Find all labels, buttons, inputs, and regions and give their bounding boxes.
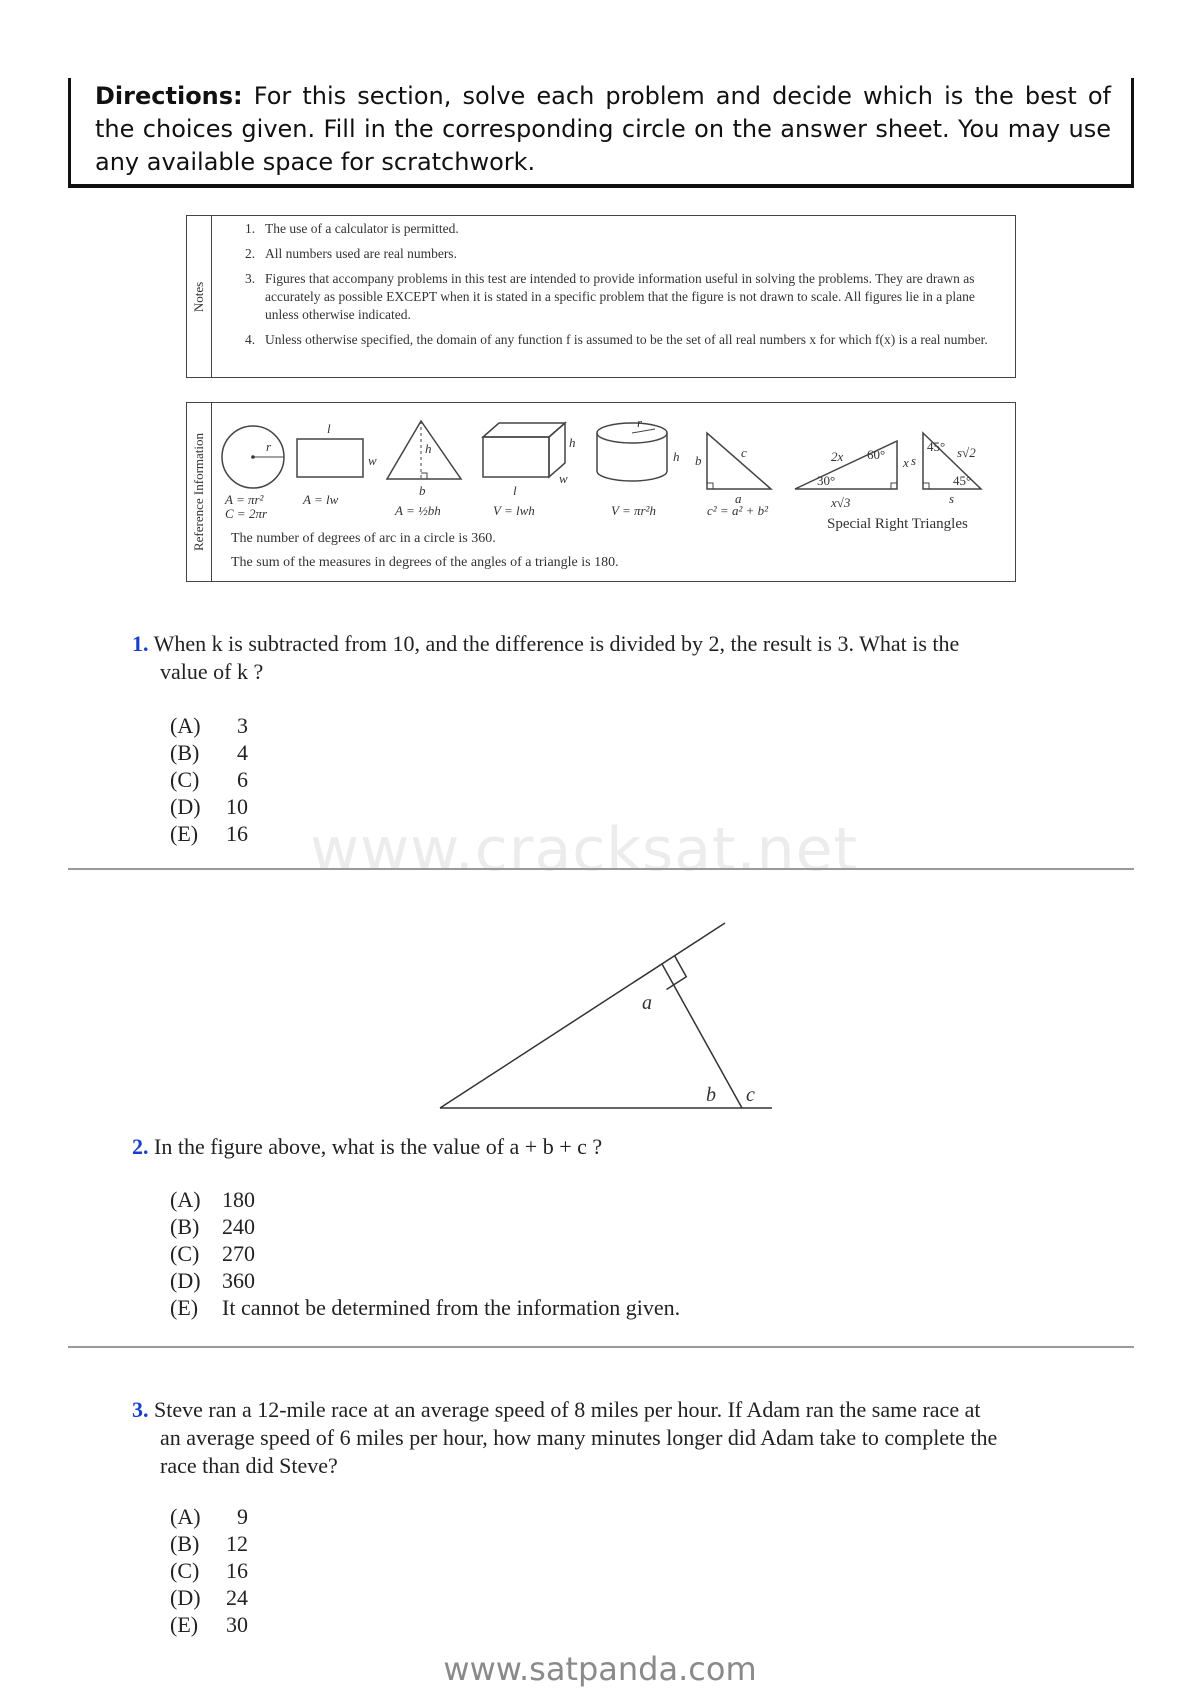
note-text: All numbers used are real numbers. bbox=[265, 246, 457, 261]
cylinder-formula: V = πr²h bbox=[611, 503, 656, 518]
choice-b[interactable] bbox=[170, 1530, 248, 1557]
reference-box bbox=[186, 402, 1016, 582]
choice-value: 16 bbox=[226, 821, 248, 846]
choice-value: 24 bbox=[226, 1585, 248, 1610]
choice-e[interactable] bbox=[170, 1611, 248, 1638]
choice-label: (B) bbox=[170, 1531, 200, 1556]
special2-side: s bbox=[911, 453, 917, 468]
question-3-line-3: race than did Steve? bbox=[160, 1453, 338, 1478]
notes-list bbox=[245, 220, 1003, 356]
choice-value: 9 bbox=[237, 1504, 248, 1529]
choice-value: 10 bbox=[226, 794, 248, 819]
choice-label: (E) bbox=[170, 1612, 199, 1637]
choice-c[interactable] bbox=[170, 1240, 680, 1267]
choice-value: 12 bbox=[226, 1531, 248, 1556]
question-1-choices bbox=[170, 712, 248, 847]
choice-label: (C) bbox=[170, 1241, 200, 1266]
rectangle-length-label: l bbox=[327, 421, 331, 436]
choice-value: It cannot be determined from the information given. bbox=[222, 1295, 681, 1320]
note-item bbox=[245, 220, 1003, 238]
choice-label: (D) bbox=[170, 1268, 201, 1293]
notes-box bbox=[186, 215, 1016, 378]
right-triangle-c-label: c bbox=[741, 445, 747, 460]
angle-b-label: b bbox=[706, 1084, 716, 1106]
notes-tab bbox=[187, 216, 212, 377]
cylinder-figure bbox=[597, 415, 680, 518]
special1-angle-30: 30° bbox=[817, 473, 836, 488]
question-3 bbox=[132, 1396, 997, 1480]
note-number: 4. bbox=[245, 332, 256, 347]
note-number: 3. bbox=[245, 271, 256, 286]
choice-value: 360 bbox=[222, 1268, 255, 1293]
divider bbox=[68, 868, 1134, 870]
question-1-line-2: value of k ? bbox=[160, 659, 264, 684]
angle-a-label: a bbox=[642, 992, 652, 1014]
choice-label: (A) bbox=[170, 713, 201, 738]
special-right-triangles-caption: Special Right Triangles bbox=[827, 516, 968, 532]
note-number: 2. bbox=[245, 246, 256, 261]
question-2-figure bbox=[420, 905, 780, 1115]
choice-label: (C) bbox=[170, 767, 200, 792]
circle-figure bbox=[222, 426, 284, 521]
watermark-footer: www.satpanda.com bbox=[443, 1650, 757, 1688]
special1-long-side: x√3 bbox=[831, 495, 851, 510]
note-item bbox=[245, 245, 1003, 263]
choice-a[interactable] bbox=[170, 1503, 248, 1530]
choice-d[interactable] bbox=[170, 793, 248, 820]
reference-fact-triangle: The sum of the measures in degrees of the angles of a triangle is 180. bbox=[231, 555, 619, 570]
note-text: Figures that accompany problems in this test are intended to provide information useful in solving the problems. They are drawn as accurately as possible EXCEPT when it is stated in a specific problem that the figure is not drawn to scale. All figures lie in a plane unless otherwise indicated. bbox=[265, 271, 975, 322]
question-1 bbox=[132, 630, 959, 686]
special-triangle-30-60-90 bbox=[795, 441, 909, 510]
question-1-line-1 bbox=[132, 630, 959, 658]
angle-c-label: c bbox=[746, 1084, 755, 1106]
question-number: 2. bbox=[132, 1134, 149, 1159]
choice-label: (A) bbox=[170, 1504, 201, 1529]
reference-fact-arc: The number of degrees of arc in a circle is 360. bbox=[231, 531, 496, 546]
special2-base: s bbox=[949, 491, 955, 506]
choice-label: (E) bbox=[170, 821, 199, 846]
choice-value: 180 bbox=[222, 1187, 255, 1212]
question-text: When k is subtracted from 10, and the difference is divided by 2, the result is 3. What is the bbox=[153, 631, 960, 656]
question-3-line-1 bbox=[132, 1396, 997, 1424]
choice-a[interactable] bbox=[170, 712, 248, 739]
choice-b[interactable] bbox=[170, 739, 248, 766]
box-height-label: h bbox=[569, 435, 576, 450]
special-triangle-45-45-90 bbox=[911, 433, 981, 506]
directions-label: Directions: bbox=[95, 82, 243, 110]
reference-figures bbox=[211, 403, 1015, 543]
triangle-height-label: h bbox=[425, 441, 432, 456]
choice-label: (A) bbox=[170, 1187, 201, 1212]
special1-angle-60: 60° bbox=[867, 447, 886, 462]
choice-value: 6 bbox=[237, 767, 248, 792]
choice-d[interactable] bbox=[170, 1267, 680, 1294]
note-text: The use of a calculator is permitted. bbox=[265, 221, 459, 236]
divider bbox=[68, 1346, 1134, 1348]
note-item bbox=[245, 270, 1003, 324]
question-3-line-2: an average speed of 6 miles per hour, how many minutes longer did Adam take to complete the bbox=[160, 1425, 998, 1450]
choice-label: (B) bbox=[170, 740, 200, 765]
choice-a[interactable] bbox=[170, 1186, 680, 1213]
note-number: 1. bbox=[245, 221, 256, 236]
rectangle-formula: A = lw bbox=[303, 492, 339, 507]
question-3-choices bbox=[170, 1503, 248, 1638]
special1-hypotenuse: 2x bbox=[831, 449, 844, 464]
directions-text: For this section, solve each problem and decide which is the best of the choices given. Fill in the corresponding circle on the answer sheet. You may use any available space for scratchwork. bbox=[95, 82, 1111, 176]
box-length-label: l bbox=[513, 483, 517, 498]
choice-value: 30 bbox=[226, 1612, 248, 1637]
circle-area-formula: A = πr² bbox=[225, 492, 264, 507]
choice-value: 4 bbox=[237, 740, 248, 765]
rectangle-width-label: w bbox=[368, 453, 377, 468]
choice-d[interactable] bbox=[170, 1584, 248, 1611]
triangle-formula: A = ½bh bbox=[395, 503, 441, 518]
rectangle-figure bbox=[297, 421, 377, 507]
choice-value: 270 bbox=[222, 1241, 255, 1266]
note-text: Unless otherwise specified, the domain of any function f is assumed to be the set of all real numbers x for which f(x) is a real number. bbox=[265, 332, 988, 347]
question-number: 1. bbox=[132, 631, 149, 656]
choice-value: 3 bbox=[237, 713, 248, 738]
notes-tab-label: Notes bbox=[191, 281, 206, 312]
special2-angle-45-top: 45° bbox=[927, 439, 946, 454]
question-2 bbox=[132, 1133, 602, 1161]
circle-radius-label: r bbox=[266, 439, 272, 454]
choice-label: (C) bbox=[170, 1558, 200, 1583]
right-triangle-figure bbox=[695, 433, 771, 518]
special1-short-side: x bbox=[903, 455, 909, 470]
choice-e[interactable] bbox=[170, 1294, 680, 1321]
choice-e[interactable] bbox=[170, 820, 248, 847]
choice-b[interactable] bbox=[170, 1213, 680, 1240]
choice-label: (D) bbox=[170, 1585, 201, 1610]
choice-c[interactable] bbox=[170, 1557, 248, 1584]
pythagorean-formula: c² = a² + b² bbox=[707, 503, 769, 518]
triangle-figure bbox=[387, 421, 461, 518]
choice-value: 240 bbox=[222, 1214, 255, 1239]
reference-tab bbox=[187, 403, 212, 581]
watermark-middle: www.cracksat.net bbox=[310, 815, 859, 885]
right-triangle-b-label: b bbox=[695, 453, 702, 468]
choice-c[interactable] bbox=[170, 766, 248, 793]
cylinder-height-label: h bbox=[673, 449, 680, 464]
triangle-base-label: b bbox=[419, 483, 426, 498]
question-2-choices bbox=[170, 1186, 680, 1321]
special2-hypotenuse: s√2 bbox=[957, 445, 976, 460]
question-2-line-1 bbox=[132, 1133, 602, 1161]
directions-box bbox=[68, 78, 1134, 188]
choice-label: (E) bbox=[170, 1295, 199, 1320]
choice-label: (B) bbox=[170, 1214, 200, 1239]
question-text: In the figure above, what is the value of a + b + c ? bbox=[154, 1134, 603, 1159]
reference-tab-label: Reference Information bbox=[191, 432, 206, 552]
box-width-label: w bbox=[559, 471, 568, 486]
choice-value: 16 bbox=[226, 1558, 248, 1583]
note-item bbox=[245, 331, 1003, 349]
question-text: Steve ran a 12-mile race at an average speed of 8 miles per hour. If Adam ran the same race at bbox=[154, 1397, 981, 1422]
circle-circumference-formula: C = 2πr bbox=[225, 506, 268, 521]
special2-angle-45-bottom: 45° bbox=[953, 473, 972, 488]
box-formula: V = lwh bbox=[493, 503, 535, 518]
box-figure bbox=[483, 423, 576, 518]
right-triangle-a-label: a bbox=[735, 491, 742, 506]
cylinder-radius-label: r bbox=[637, 415, 643, 430]
choice-label: (D) bbox=[170, 794, 201, 819]
question-number: 3. bbox=[132, 1397, 149, 1422]
